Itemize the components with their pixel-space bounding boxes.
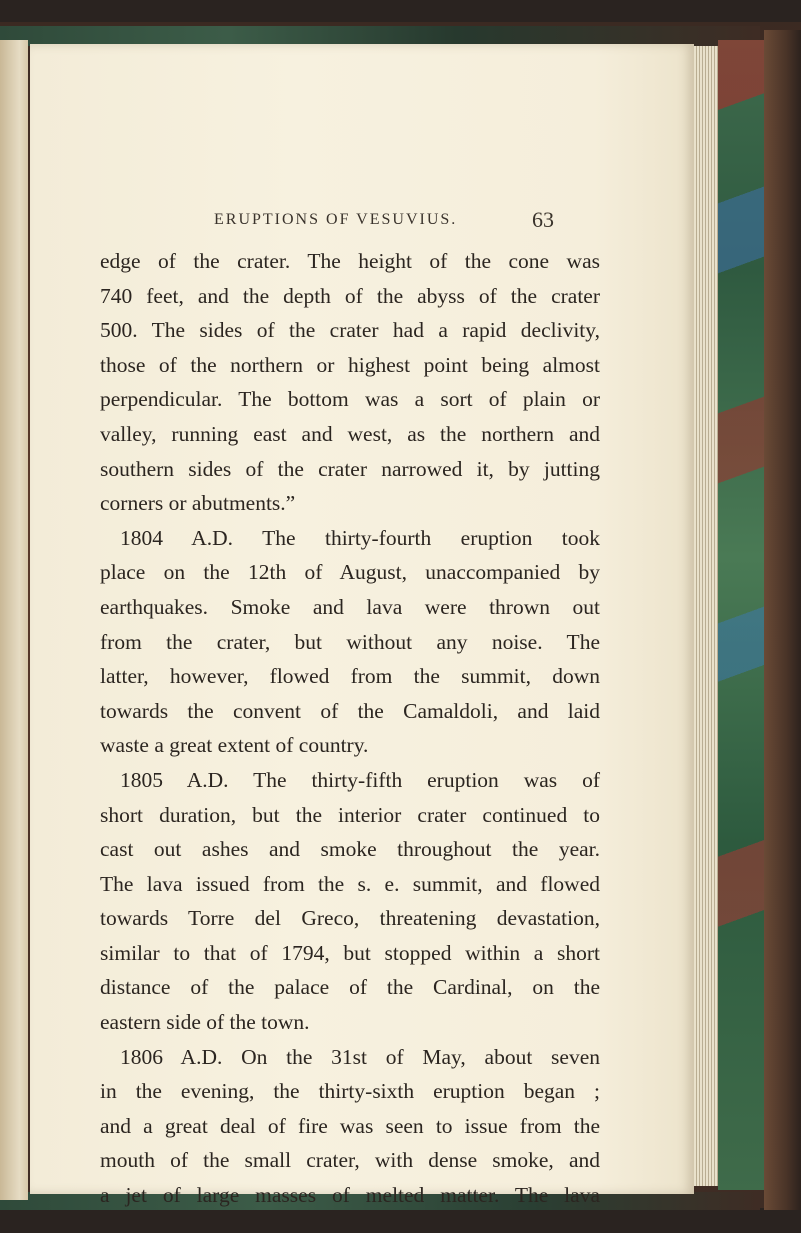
text-line: earthquakes. Smoke and lava were thrown out (100, 594, 600, 619)
text-line: distance of the palace of the Cardinal, on the (100, 975, 600, 1000)
text-line: towards the convent of the Camaldoli, and laid (100, 698, 600, 723)
text-line: 1804 A.D. The thirty-fourth eruption took (120, 525, 600, 550)
text-line: 740 feet, and the depth of the abyss of the crater (100, 283, 600, 308)
text-line: cast out ashes and smoke throughout the year. (100, 837, 600, 862)
top-marbled-edge (0, 26, 760, 46)
page-header (30, 207, 694, 237)
text-line: 500. The sides of the crater had a rapid declivity, (100, 318, 600, 343)
page-number: 63 (532, 207, 554, 232)
text-line: short duration, but the interior crater continued to (100, 802, 600, 827)
text-line: in the evening, the thirty-sixth eruption began ; (100, 1079, 600, 1104)
text-line: waste a great extent of country. (100, 733, 369, 758)
running-head: ERUPTIONS OF VESUVIUS. (214, 211, 458, 228)
text-line: similar to that of 1794, but stopped within a short (100, 940, 600, 965)
text-line: a jet of large masses of melted matter. The lava (100, 1183, 600, 1208)
page (30, 44, 694, 1208)
text-line: eastern side of the town. (100, 1010, 310, 1035)
text-line: The lava issued from the s. e. summit, and flowed (100, 871, 600, 896)
text-line: latter, however, flowed from the summit, down (100, 664, 600, 689)
text-line: edge of the crater. The height of the cone was (100, 249, 600, 273)
text-line: from the crater, but without any noise. The (100, 629, 600, 654)
text-line: 1805 A.D. The thirty-fifth eruption was of (120, 767, 600, 792)
text-line: perpendicular. The bottom was a sort of plain or (100, 387, 600, 412)
body-text (100, 244, 600, 1213)
text-line: 1806 A.D. On the 31st of May, about seven (120, 1044, 600, 1069)
text-line: corners or abutments.” (100, 491, 296, 516)
page-stack-edges (694, 46, 718, 1186)
book-spine (764, 30, 801, 1210)
text-line: and a great deal of fire was seen to issue from the (100, 1113, 600, 1138)
text-line: those of the northern or highest point being almost (100, 352, 600, 377)
text-line: mouth of the small crater, with dense smoke, and (100, 1148, 600, 1173)
text-line: towards Torre del Greco, threatening devastation, (100, 906, 600, 931)
text-line: place on the 12th of August, unaccompanied by (100, 560, 600, 585)
text-line: southern sides of the crater narrowed it, by jutting (100, 456, 600, 481)
text-line: valley, running east and west, as the northern and (100, 421, 600, 446)
marbled-endpaper (718, 40, 764, 1190)
left-page-edge (0, 40, 28, 1200)
